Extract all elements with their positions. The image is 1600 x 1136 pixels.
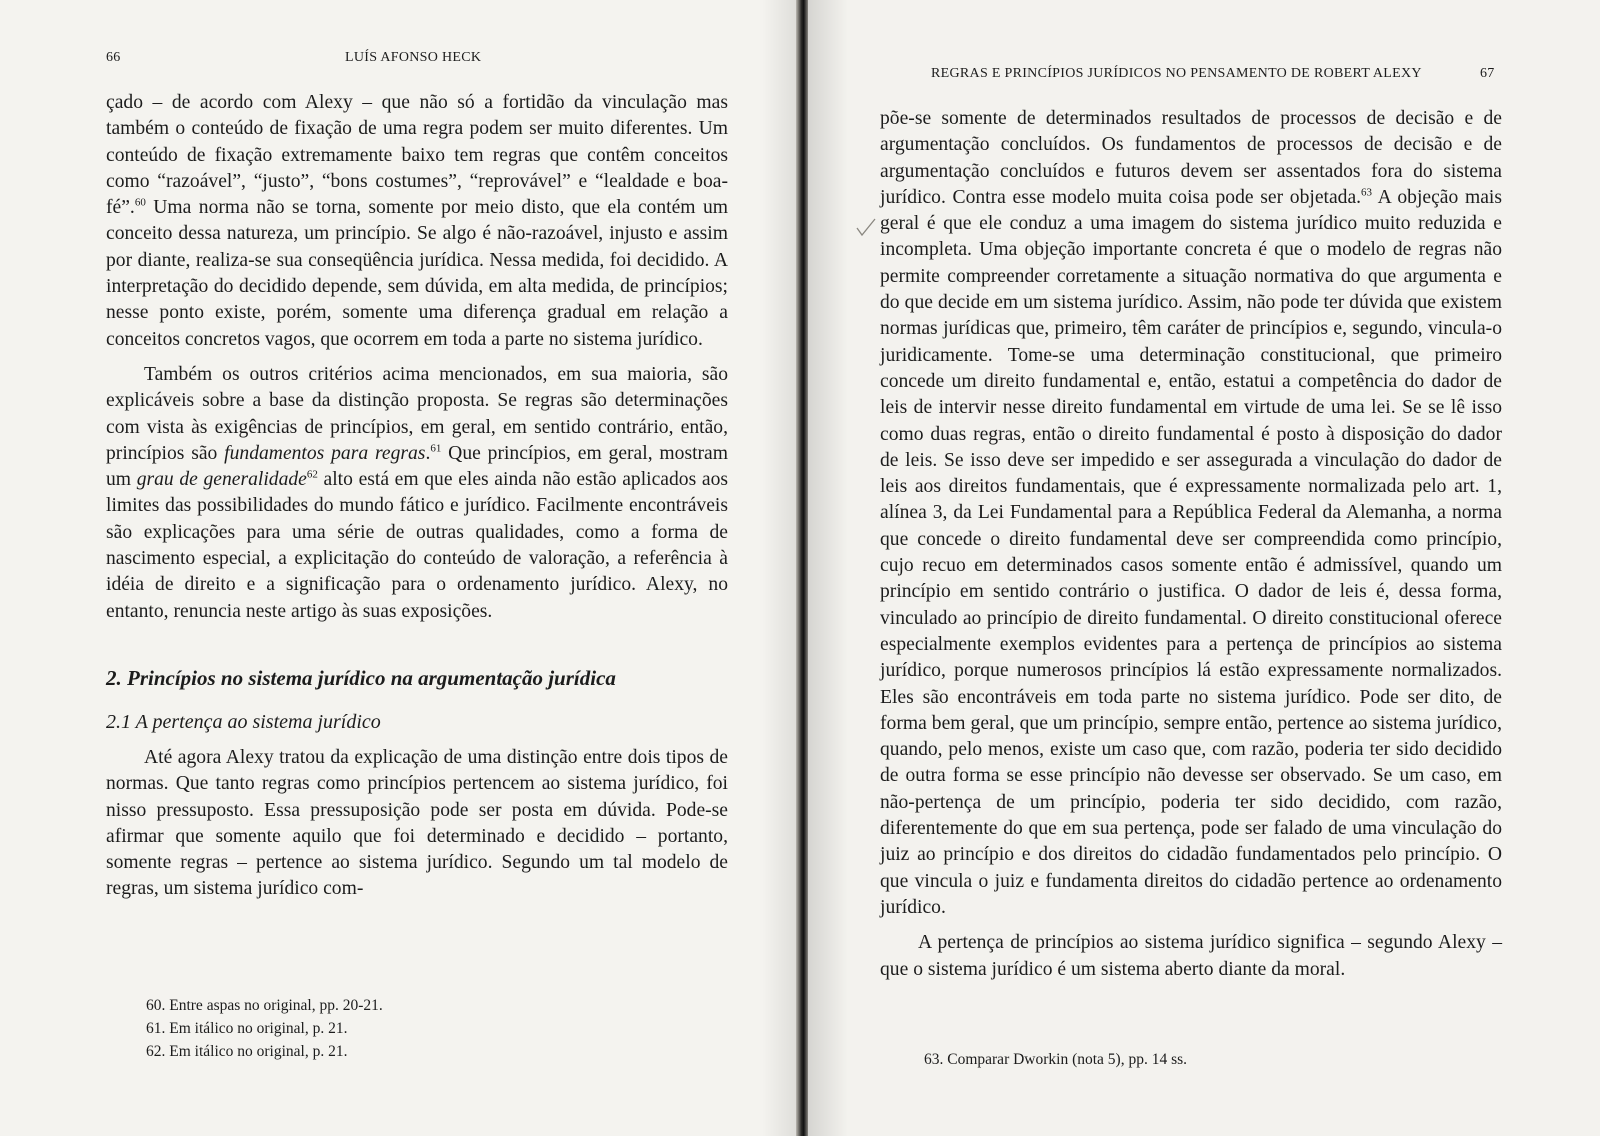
pencil-check-mark-icon: [855, 216, 877, 238]
right-body: [880, 106, 1502, 983]
left-footnotes: [146, 994, 383, 1063]
left-paragraph-3: Até agora Alexy tratou da explicação de uma distinção entre dois tipos de normas. Que tanto regras como princípios pertencem ao sistema jurídico, foi nisso pressuposto. Essa pressuposição pode ser posta em dúvida. Pode-se afirmar que somente aquilo que foi determinado e decidido – portanto, somente regras – pertence ao sistema jurídico. Segundo um tal modelo de regras, um sistema jurídico com-: [106, 746, 728, 900]
footnote-60: 60. Entre aspas no original, pp. 20-21.: [146, 997, 383, 1014]
footnote-ref-60: 60: [134, 196, 146, 209]
right-page-shadow: [808, 0, 848, 1136]
right-running-head: REGRAS E PRINCÍPIOS JURÍDICOS NO PENSAMENTO DE ROBERT ALEXY: [931, 66, 1422, 81]
left-paragraph-1: çado – de acordo com Alexy – que não só a fortidão da vinculação mas também o conteúdo de fixação de uma regra podem ser muito diferentes. Um conteúdo de fixação extremamente baixo tem regras que contêm conceitos como “razoável”, “justo”, “bons costumes”, “reprovável” e “lealdade e boa-fé”.$^{60}$ Uma norma não se torna, somente por meio disto, que ela contém um conceito dessa natureza, um princípio. Se algo é não-razoável, injusto e assim por diante, realiza-se sua conseqüência jurídica. Nessa medida, foi decidido. A interpretação do decidido depende, sem dúvida, em alta medida, de princípios; nesse ponto existe, porém, somente uma diferença gradual em relação a conceitos concretos vagos, que ocorrem em toda a parte no sistema jurídico.: [106, 92, 728, 350]
right-footnotes: [924, 1048, 1187, 1071]
right-page-number: 67: [1480, 66, 1495, 81]
footnote-62: 62. Em itálico no original, p. 21.: [146, 1043, 348, 1060]
footnote-ref-61: 61: [430, 442, 442, 455]
subsection-heading: 2.1 A pertença ao sistema jurídico: [106, 710, 381, 733]
left-paragraph-2: Também os outros critérios acima mencionados, em sua maioria, são explicáveis sobre a base da distinção proposta. Se regras são determinações com vista às exigências de princípios, em geral, em sentido contrário, então, princípios são fundamentos para regras.$^{61}$ Que princípios, em geral, mostram um grau de generalidade$^{62}$ alto está em que eles ainda não estão aplicados aos limites das possibilidades do mundo fático e jurídico. Facilmente encontráveis são explicações para uma série de outras qualidades, como a forma de nascimento especial, a explicitação do conteúdo de valoração, a referência à idéia de direito e a significação para o ordenamento jurídico. Alexy, no entanto, renuncia neste artigo às suas exposições.: [106, 363, 728, 622]
footnote-ref-63: 63: [1361, 186, 1373, 199]
left-body: [106, 90, 728, 903]
right-paragraph-1: põe-se somente de determinados resultados de processos de decisão e de argumentação concluídos. Os fundamentos de processos de decisão e de argumentação concluídos e futuros devem ser assentados fora do sistema jurídico. Contra esse modelo muita coisa pode ser objetada.$^{63}$ A objeção mais geral é que ele conduz a uma imagem do sistema jurídico muito reduzida e incompleta. Uma objeção importante concreta é que o modelo de regras não permite compreender corretamente a situação normativa do que argumenta e do que decide em um sistema jurídico. Assim, não pode ter dúvida que existem normas jurídicas que, primeiro, têm caráter de princípios e, segundo, vincula-o juridicamente. Tome-se uma determinação constitucional, que primeiro concede um direito fundamental e, então, estatui a competência do dador de leis de intervir nesse direito fundamental em virtude de uma lei. Se se lê isso como duas regras, então o direito fundamental é posto à disposição do dador de leis. Se isso deve ser impedido e ser assegurada a vinculação do dador de leis aos direitos fundamentais, que é expressamente normalizada pelo art. 1, alínea 3, da Lei Fundamental para a República Federal da Alemanha, a norma que concede o direito fundamental deve ser compreendida como princípio, cujo recuo em determinados casos somente então é admissível, quando um princípio em sentido contrário o justifica. O dador de leis é, dessa forma, vinculado ao princípio de direito fundamental. O direito constitucional oferece especialmente exemplos evidentes para a pertença de princípios ao sistema jurídico, porque numerosos princípios lá estão expressamente normalizados. Eles são encontráveis em toda parte no sistema jurídico. Pode ser dito, de forma bem geral, que um princípio, sempre então, pertence ao sistema jurídico, quando, pelo menos, existe um caso que, com razão, poderia ter sido decidido de outra forma se esse princípio não devesse ser observado. Se um caso, em não-pertença de um princípio, poderia ter sido decidido, com razão, diferentemente do que em sua pertença, pode ser falado de uma vinculação do juiz ao princípio e dos direitos do cidadão fundamentados pelo princípio. O que vincula o juiz e fundamenta direitos do cidadão pertence ao ordenamento jurídico.: [880, 108, 1502, 918]
footnote-61: 61. Em itálico no original, p. 21.: [146, 1020, 348, 1037]
right-page: [808, 0, 1600, 1136]
left-running-head: LUÍS AFONSO HECK: [345, 50, 482, 65]
section-heading: 2. Princípios no sistema jurídico na argumentação jurídica: [106, 665, 616, 690]
right-paragraph-2: A pertença de princípios ao sistema jurídico significa – segundo Alexy – que o sistema jurídico é um sistema aberto diante da moral.: [880, 932, 1502, 980]
footnote-63: 63. Comparar Dworkin (nota 5), pp. 14 ss.: [924, 1051, 1188, 1068]
footnote-ref-62: 62: [306, 468, 318, 481]
left-page-number: 66: [106, 50, 121, 65]
